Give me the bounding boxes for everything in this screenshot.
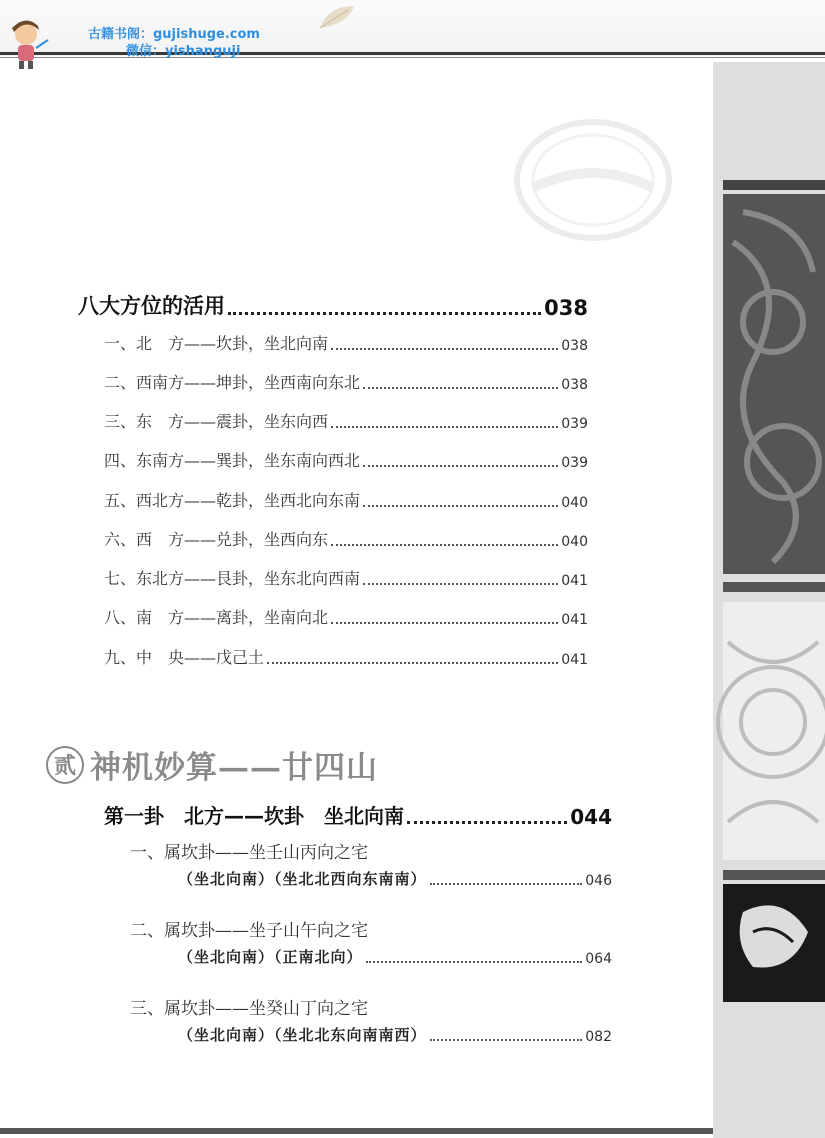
toc-item-page: 041	[561, 573, 588, 589]
toc-heading[interactable]	[78, 290, 588, 320]
chapter-item-detail[interactable]	[178, 868, 612, 889]
chapter-item-detail[interactable]	[178, 1024, 612, 1045]
leader-dots	[363, 573, 558, 585]
chapter-item-title[interactable]: 三、属坎卦——坐癸山丁向之宅	[130, 999, 368, 1019]
leader-dots	[363, 455, 558, 467]
leader-dots	[331, 338, 558, 350]
toc-item[interactable]	[104, 409, 588, 432]
toc-item-page: 040	[561, 495, 588, 511]
chapter-item-title[interactable]: 二、属坎卦——坐子山午向之宅	[130, 921, 368, 941]
toc-heading-title: 八大方位的活用	[78, 294, 225, 318]
leader-dots	[228, 302, 541, 315]
toc-item-title: 三、东 方——震卦，坐东向西	[104, 412, 329, 431]
leader-dots	[430, 873, 583, 885]
chapter-item-detail-text: （坐北向南）（坐北北东向南南西）	[178, 1026, 427, 1044]
leader-dots	[430, 1029, 583, 1041]
chapter-title: 第一卦 北方——坎卦 坐北向南	[104, 804, 404, 828]
toc-item-title: 一、北 方——坎卦，坐北向南	[104, 334, 329, 353]
chapter-page: 044	[570, 805, 612, 829]
toc-item-page: 041	[561, 652, 588, 668]
toc-item-page: 039	[561, 455, 588, 471]
section-title	[46, 742, 378, 787]
toc-item-title: 七、东北方——艮卦，坐东北向西南	[104, 569, 361, 588]
watermark-line2: 微信：yishanguji	[126, 44, 241, 59]
chapter-item-detail-text: （坐北向南）（坐北北西向东南南）	[178, 870, 427, 888]
toc-item-title: 六、西 方——兑卦，坐西向东	[104, 530, 329, 549]
chapter-heading[interactable]	[104, 800, 612, 829]
toc-item-title: 八、南 方——离卦，坐南向北	[104, 608, 329, 627]
toc-heading-page: 038	[544, 296, 588, 320]
toc-item[interactable]	[104, 370, 588, 393]
leader-dots	[331, 534, 558, 546]
toc-item-title: 五、西北方——乾卦，坐西北向东南	[104, 491, 361, 510]
leader-dots	[407, 811, 567, 824]
leader-dots	[363, 495, 558, 507]
toc-item-page: 041	[561, 612, 588, 628]
mascot-icon	[6, 18, 50, 70]
toc-item[interactable]	[104, 488, 588, 511]
toc-item[interactable]	[104, 331, 588, 354]
watermark-line1: 古籍书阁：gujishuge.com	[88, 27, 260, 42]
toc-item-page: 040	[561, 534, 588, 550]
leader-dots	[331, 416, 558, 428]
leader-dots	[331, 612, 558, 624]
section-title-text: 神机妙算——廿四山	[90, 750, 378, 786]
faded-seal-icon	[513, 118, 673, 248]
toc-item[interactable]	[104, 605, 588, 628]
watermark	[88, 26, 260, 60]
toc-item[interactable]	[104, 566, 588, 589]
chapter-item-page: 082	[585, 1029, 612, 1045]
footer-rule	[0, 1128, 713, 1134]
decorative-side-panel	[713, 62, 825, 1138]
section-badge: 贰	[46, 746, 84, 784]
toc-item-page: 039	[561, 416, 588, 432]
toc-item-title: 四、东南方——巽卦，坐东南向西北	[104, 451, 361, 470]
chapter-item-page: 046	[585, 873, 612, 889]
toc-item-page: 038	[561, 377, 588, 393]
toc-item-title: 二、西南方——坤卦，坐西南向东北	[104, 373, 361, 392]
leader-dots	[363, 377, 558, 389]
chapter-item-detail[interactable]	[178, 946, 612, 967]
leaf-icon	[318, 4, 356, 30]
chapter-item-title[interactable]: 一、属坎卦——坐壬山丙向之宅	[130, 843, 368, 863]
leader-dots	[366, 951, 583, 963]
chapter-item-detail-text: （坐北向南）（正南北向）	[178, 948, 363, 966]
toc-item[interactable]	[104, 448, 588, 471]
chapter-item-page: 064	[585, 951, 612, 967]
toc-item[interactable]	[104, 645, 588, 668]
toc-item[interactable]	[104, 527, 588, 550]
toc-item-title: 九、中 央——戊己土	[104, 648, 265, 667]
toc-item-page: 038	[561, 338, 588, 354]
leader-dots	[267, 652, 558, 664]
